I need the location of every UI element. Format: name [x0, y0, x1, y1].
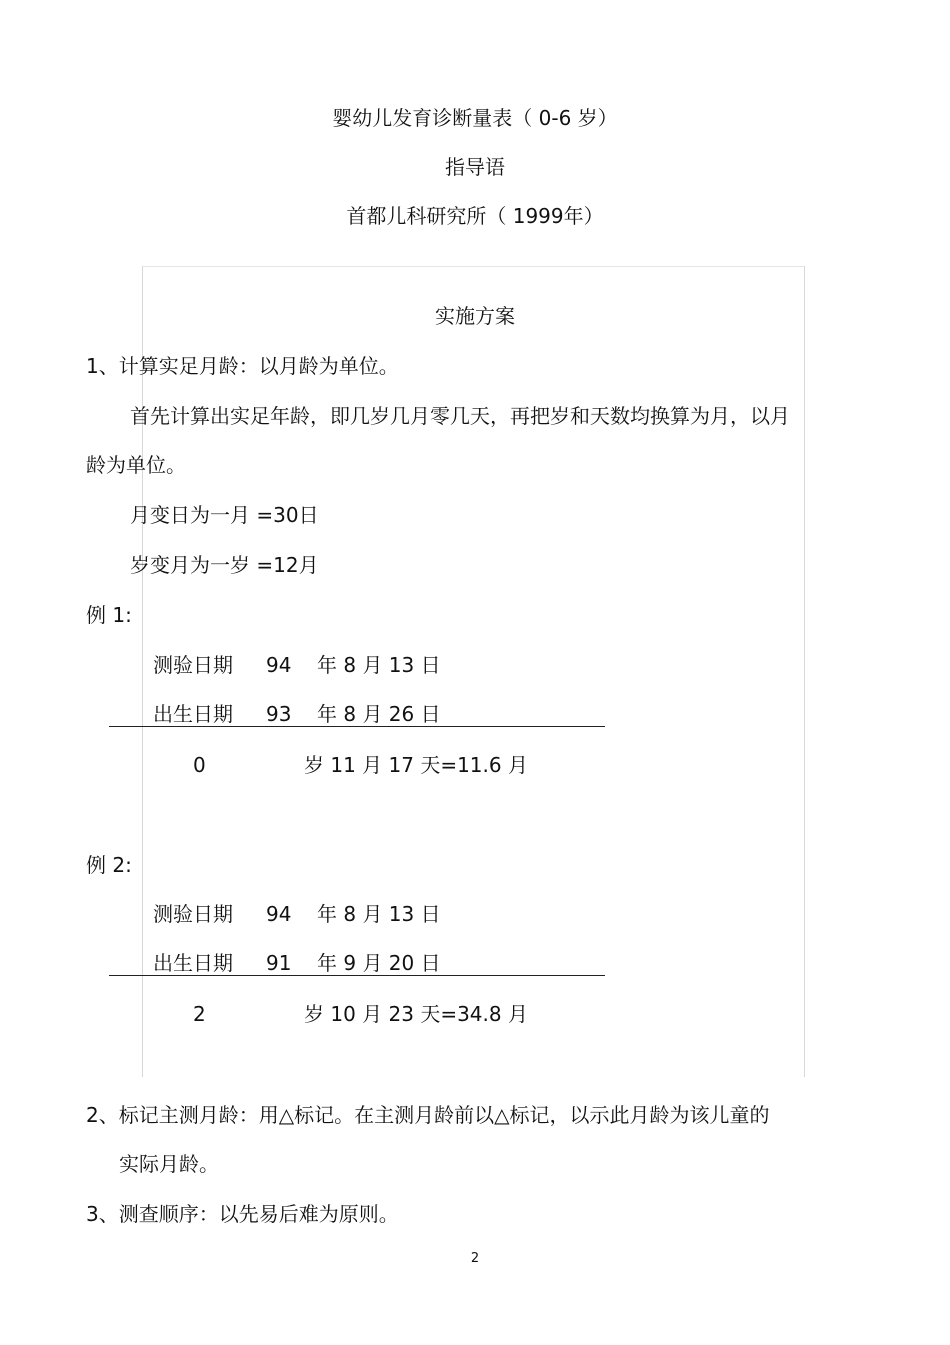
section-title: 实施方案 — [435, 304, 515, 328]
example1-result: 岁 11 月 17 天=11.6 月 — [304, 753, 528, 777]
example1-test-date-label: 测验日期 — [153, 653, 233, 677]
example2-test-date-label: 测验日期 — [153, 902, 233, 926]
example2-subtraction-rule — [109, 975, 605, 976]
example1-result-years: 0 — [193, 753, 206, 777]
example2-test-year: 94 — [266, 902, 292, 926]
example2-result-years: 2 — [193, 1002, 206, 1026]
example1-test-year: 94 — [266, 653, 292, 677]
item2-line1: 2、标记主测月龄：用△标记。在主测月龄前以△标记，以示此月龄为该儿童的 — [86, 1103, 770, 1127]
example1-subtraction-rule — [109, 726, 605, 727]
month-day-rule: 月变日为一月 =30日 — [130, 503, 319, 527]
year-month-rule: 岁变月为一岁 =12月 — [130, 553, 319, 577]
example2-birth-date: 年 9 月 20 日 — [317, 951, 441, 975]
example1-birth-year: 93 — [266, 702, 292, 726]
item1-paragraph-line1: 首先计算出实足年龄，即几岁几月零几天，再把岁和天数均换算为月，以月 — [130, 404, 790, 428]
example2-result: 岁 10 月 23 天=34.8 月 — [304, 1002, 528, 1026]
item1-heading: 1、计算实足月龄：以月龄为单位。 — [86, 354, 399, 378]
example1-label: 例 1: — [86, 603, 132, 627]
page-number: 2 — [470, 1251, 480, 1266]
content-frame — [142, 266, 805, 1077]
example2-birth-date-label: 出生日期 — [153, 951, 233, 975]
document-title: 婴幼儿发育诊断量表（ 0-6 岁） — [332, 106, 618, 130]
document-subtitle: 指导语 — [445, 155, 505, 179]
example1-test-date: 年 8 月 13 日 — [317, 653, 441, 677]
item3: 3、测查顺序：以先易后难为原则。 — [86, 1202, 399, 1226]
item2-line2: 实际月龄。 — [119, 1152, 219, 1176]
document-source: 首都儿科研究所（ 1999年） — [346, 204, 604, 228]
example1-birth-date: 年 8 月 26 日 — [317, 702, 441, 726]
example2-test-date: 年 8 月 13 日 — [317, 902, 441, 926]
item1-paragraph-line2: 龄为单位。 — [86, 453, 186, 477]
example2-birth-year: 91 — [266, 951, 292, 975]
example1-birth-date-label: 出生日期 — [153, 702, 233, 726]
example2-label: 例 2: — [86, 853, 132, 877]
